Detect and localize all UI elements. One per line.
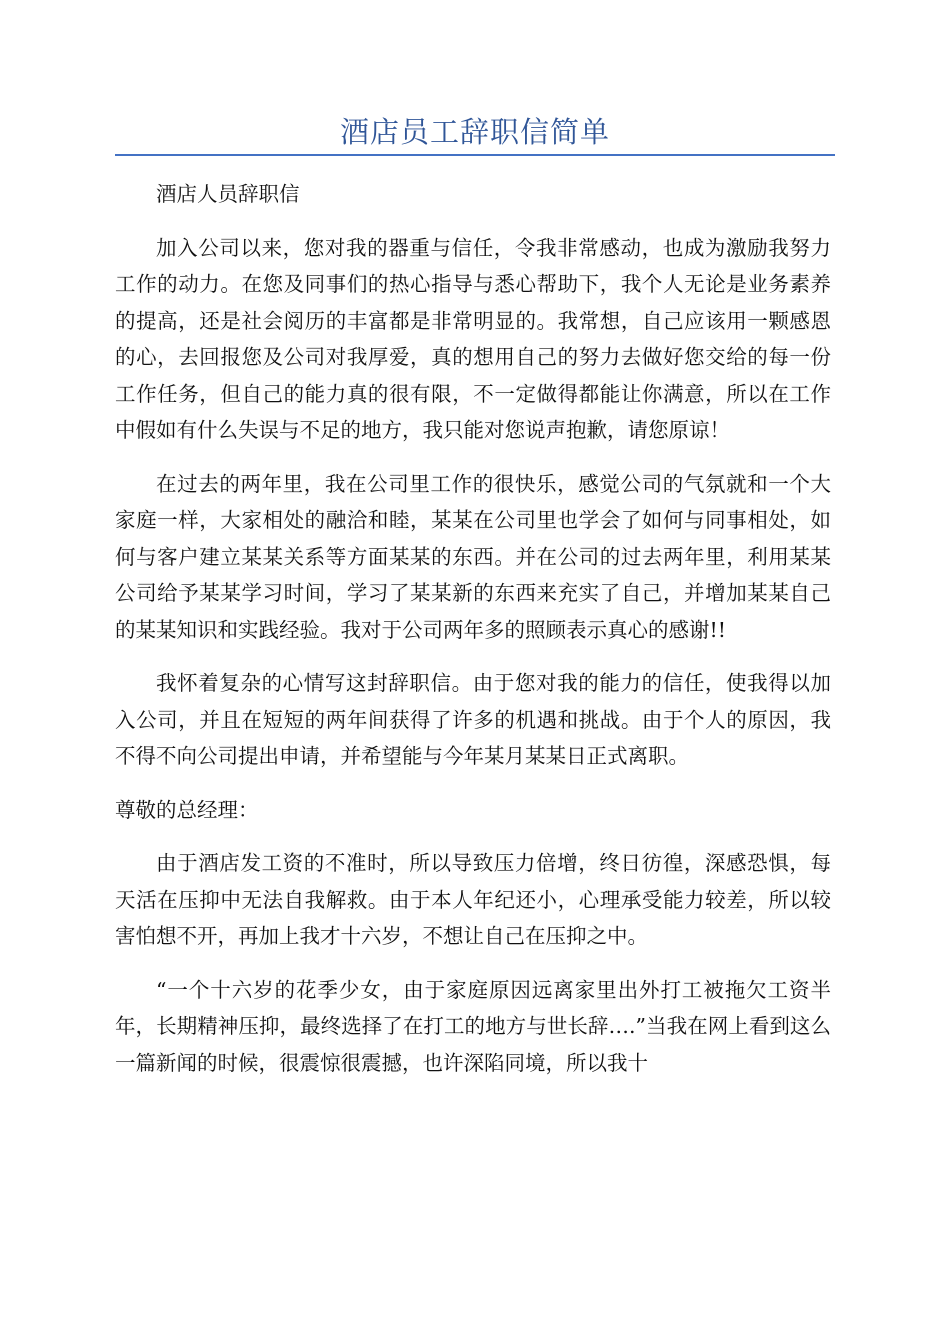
paragraph: 由于酒店发工资的不准时，所以导致压力倍增，终日彷徨，深感恐惧，每天活在压抑中无法自我解救。由于本人年纪还小，心理承受能力较差，所以较害怕想不开，再加上我才十六岁，不想让自己在压抑之中。 (115, 851, 831, 948)
paragraph: “一个十六岁的花季少女，由于家庭原因远离家里出外打工被拖欠工资半年，长期精神压抑，最终选择了在打工的地方与世长辞….”当我在网上看到这么一篇新闻的时候，很震惊很震撼，也许深陷同境，所以我十 (115, 977, 831, 1075)
paragraph: 我怀着复杂的心情写这封辞职信。由于您对我的能力的信任，使我得以加入公司，并且在短短的两年间获得了许多的机遇和挑战。由于个人的原因，我不得不向公司提出申请，并希望能与今年某月某某日正式离职。 (115, 671, 831, 768)
document-title: 酒店员工辞职信简单 (339, 115, 610, 149)
subtitle-line: 酒店人员辞职信 (156, 182, 300, 206)
paragraph: 在过去的两年里，我在公司里工作的很快乐，感觉公司的气氛就和一个大家庭一样，大家相处的融洽和睦，某某在公司里也学会了如何与同事相处，如何与客户建立某某关系等方面某某的东西。并在公司的过去两年里，利用某某公司给予某某学习时间，学习了某某新的东西来充实了自己，并增加某某自己的某某知识和实践经验。我对于公司两年多的照顾表示真心的感谢!! (115, 471, 831, 642)
salutation: 尊敬的总经理： (115, 797, 259, 822)
paragraph: 加入公司以来，您对我的器重与信任，令我非常感动，也成为激励我努力工作的动力。在您及同事们的热心指导与悉心帮助下，我个人无论是业务素养的提高，还是社会阅历的丰富都是非常明显的。我常想，自己应该用一颗感恩的心，去回报您及公司对我厚爱，真的想用自己的努力去做好您交给的每一份工作任务，但自己的能力真的很有限，不一定做得都能让你满意，所以在工作中假如有什么失误与不足的地方，我只能对您说声抱歉，请您原谅！ (115, 235, 831, 442)
document-body (115, 176, 831, 1098)
title-underline (115, 154, 835, 156)
